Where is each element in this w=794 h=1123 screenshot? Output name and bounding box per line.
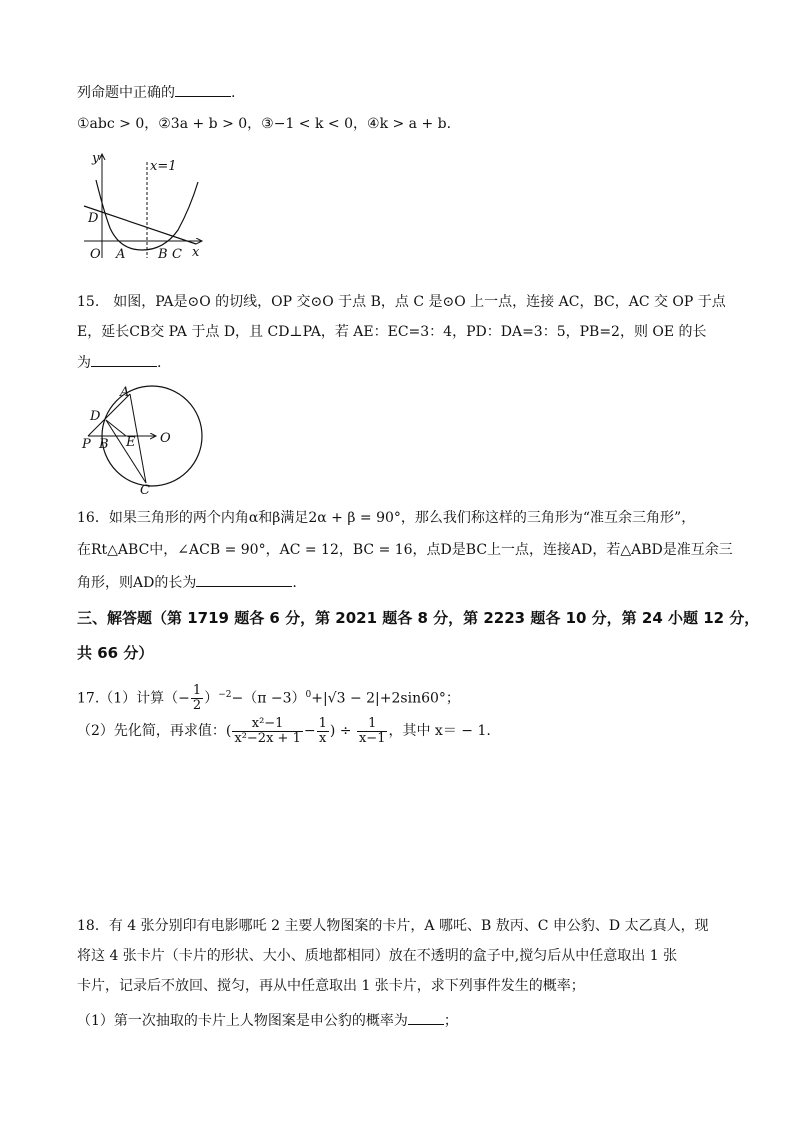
q14-label-C: C	[172, 247, 182, 262]
q14-answer-blank	[175, 82, 231, 97]
q16-line-3	[77, 572, 297, 593]
q17-p2-fraction-1	[232, 717, 302, 746]
q14-options: ①abc > 0，②3a + b > 0，③−1 < k < 0，④k > a + b.	[77, 116, 452, 132]
q14-label-B: B	[158, 247, 168, 262]
q18-sub-1	[77, 1010, 458, 1031]
q17-p2-f2-den: x	[319, 730, 327, 746]
q15-label-P: P	[82, 437, 91, 452]
q17-p2-fraction-3	[357, 717, 388, 746]
q17-part-1: 17.（1）计算（− $\frac{1}{2}$ ）$^{-2}-(\pi -3)^0+|√3 - 2|+2\sin 60^\circ$；	[77, 683, 460, 714]
q15-line-3-text: 为	[77, 355, 91, 371]
q16-answer-blank	[196, 572, 292, 587]
q14-straight-line	[84, 206, 196, 244]
q17-p1-abs: +|√3 − 2|+2sin60°；	[311, 690, 460, 707]
q18-line-2: 将这 4 张卡片（卡片的形状、大小、质地都相同）放在不透明的盒子中,搅匀后从中任意取出 1 张	[77, 948, 678, 964]
q17-p2-f1-den: x²−2x + 1	[234, 730, 301, 746]
q14-period: .	[231, 85, 236, 101]
q18-line-1: 18．有 4 张分别印有电影哪吒 2 主要人物图案的卡片，A 哪吒、B 敖丙、C 申公豹、D 太乙真人，现	[77, 918, 709, 934]
q15-answer-blank	[91, 352, 157, 367]
q15-circle-figure	[80, 384, 210, 496]
q14-label-y: y	[92, 151, 100, 166]
q15-line-1: 15. 如图，PA是⊙O 的切线，OP 交⊙O 于点 B，点 C 是⊙O 上一点，连接 AC，BC，AC 交 OP 于点	[77, 294, 726, 310]
q16-period: .	[292, 575, 297, 591]
q15-label-B: B	[99, 437, 109, 452]
q15-label-O: O	[160, 431, 171, 446]
q17-p1-prefix: 17.（1）计算（−	[77, 690, 190, 707]
q17-p2-f3-den: x−1	[358, 730, 386, 746]
q14-label-x1: x=1	[150, 159, 177, 174]
q17-p2-suffix: ，其中 x＝ − 1.	[388, 723, 491, 739]
q14-parabola-figure	[80, 150, 220, 262]
q17-p2-prefix: （2）先化简，再求值：(	[77, 723, 232, 739]
q15-line-3	[77, 352, 161, 373]
q14-label-x: x	[192, 245, 200, 260]
section-3-heading-line-2: 共 66 分）	[77, 644, 154, 662]
q18-sub-1-text: （1）第一次抽取的卡片上人物图案是申公豹的概率为	[77, 1013, 408, 1029]
q18-answer-blank	[408, 1010, 444, 1025]
q16-line-2: 在Rt△ABC中，∠ACB = 90°，AC = 12，BC = 16，点D是BC上一点，连接AD，若△ABD是准互余三	[77, 542, 733, 558]
q18-line-3: 卡片，记录后不放回、搅匀，再从中任意取出 1 张卡片，求下列事件发生的概率；	[77, 978, 585, 994]
q14-intro-text: 列命题中正确的	[77, 85, 175, 101]
q17-p2-f1-num: x²−1	[232, 717, 302, 732]
q17-p2-fraction-2	[317, 717, 329, 746]
q17-p1-frac-num: 1	[192, 683, 202, 699]
q16-line-1: 16．如果三角形的两个内角α和β满足2α + β = 90°，那么我们称这样的三角形为“准互余三角形”，	[77, 510, 696, 526]
q14-intro-line	[77, 82, 235, 103]
q17-p2-divide: ) ÷	[329, 723, 352, 739]
q14-label-D: D	[88, 211, 99, 226]
q17-p2-minus: −	[303, 723, 316, 739]
q17-p2-f3-num: 1	[357, 717, 388, 732]
q15-label-D: D	[90, 409, 101, 424]
q17-p1-mid: −（π −3）	[231, 690, 306, 707]
q17-p2-f2-num: 1	[318, 715, 327, 731]
q15-period: .	[157, 355, 162, 371]
q15-label-A: A	[120, 385, 130, 400]
q14-label-O: O	[90, 247, 101, 262]
q17-p1-exponent-0: 0	[305, 690, 312, 700]
q15-label-C: C	[140, 483, 150, 496]
q15-line-DE	[106, 420, 126, 436]
q17-p1-frac-den: 2	[192, 698, 202, 714]
q16-line-3-text: 角形，则AD的长为	[77, 575, 197, 591]
q17-part-2	[77, 716, 491, 746]
q17-p1-fraction	[191, 684, 203, 713]
q15-line-2: E，延长CB交 PA 于点 D，且 CD⊥PA，若 AE：EC=3：4，PD：DA=3：5，PB=2，则 OE 的长	[77, 324, 707, 340]
q15-label-E: E	[126, 435, 136, 450]
q17-p1-exponent: −2	[218, 690, 232, 700]
q18-semicolon: ；	[443, 1013, 458, 1029]
section-3-heading-line-1: 三、解答题（第 1719 题各 6 分，第 2021 题各 8 分，第 2223 题各 10 分，第 24 小题 12 分，	[77, 609, 760, 627]
q14-label-A: A	[116, 247, 126, 262]
